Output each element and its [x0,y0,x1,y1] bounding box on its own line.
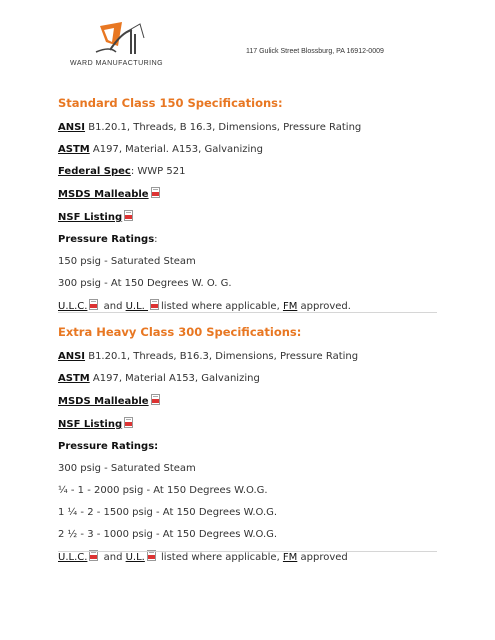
section2-rating-1: 300 psig - Saturated Steam [58,463,196,474]
federal-spec-text: : WWP 521 [130,166,186,177]
logo-text: WARD MANUFACTURING [70,60,164,67]
section1-nsf-line [58,210,458,224]
section1-approvals-line: U.L.C. and U.L. listed where applicable, FM approved. [58,301,351,312]
section-divider [58,551,437,552]
msds-malleable-link[interactable]: MSDS Malleable [58,189,149,200]
ulc-link[interactable]: U.L.C. [58,552,88,563]
astm-text: A197, Material. A153, Galvanizing [89,144,263,155]
ansi-link[interactable]: ANSI [58,351,86,362]
astm-link[interactable]: ASTM [58,373,90,384]
pdf-document-icon[interactable] [89,299,98,310]
section1-ansi-line [58,121,458,134]
fm-link[interactable]: FM [282,301,298,312]
section2-pressure-label: Pressure Ratings: [58,441,159,452]
page-header [0,0,495,80]
section2-approvals-line: U.L.C. and U.L. listed where applicable, FM approved [58,552,348,563]
section2-rating-2: ¼ - 1 - 2000 psig - At 150 Degrees W.O.G. [58,485,268,496]
section-divider [58,312,437,313]
ul-link[interactable]: U.L. [125,552,145,563]
section1-rating-2: 300 psig - At 150 Degrees W. O. G. [58,278,232,289]
pdf-document-icon[interactable] [124,417,133,428]
company-address: 117 Gulick Street Blossburg, PA 16912-0009 [246,48,384,55]
ansi-link[interactable]: ANSI [58,122,86,133]
section2-astm-line [58,372,458,385]
company-logo [70,20,200,70]
msds-malleable-link[interactable]: MSDS Malleable [58,396,149,407]
ansi-text: B1.20.1, Threads, B 16.3, Dimensions, Pressure Rating [85,122,362,133]
pdf-document-icon[interactable] [150,299,159,310]
pdf-document-icon[interactable] [124,210,133,221]
ul-link[interactable]: U.L. [125,301,149,312]
ulc-link[interactable]: U.L.C. [58,301,88,312]
pdf-document-icon[interactable] [151,394,160,405]
section2-nsf-line [58,417,458,431]
spec-content [58,96,458,322]
fm-link[interactable]: FM [282,552,298,563]
astm-link[interactable]: ASTM [58,144,90,155]
section1-astm-line [58,143,458,156]
nsf-listing-link[interactable]: NSF Listing [58,212,123,223]
astm-text: A197, Material A153, Galvanizing [89,373,260,384]
logo-mark-icon [70,20,200,60]
section2-ansi-line [58,350,458,363]
section1-fed-line [58,165,458,178]
federal-spec-link[interactable]: Federal Spec [58,166,131,177]
pdf-document-icon[interactable] [151,187,160,198]
section1-msds-line [58,187,458,201]
ansi-text: B1.20.1, Threads, B16.3, Dimensions, Pressure Rating [85,351,359,362]
spec-content-2 [58,325,458,573]
section2-msds-line [58,394,458,408]
section2-rating-3: 1 ¼ - 2 - 1500 psig - At 150 Degrees W.O.G. [58,507,278,518]
section2-heading: Extra Heavy Class 300 Specifications: [58,325,302,339]
section1-heading: Standard Class 150 Specifications: [58,96,283,110]
section1-rating-1: 150 psig - Saturated Steam [58,256,196,267]
nsf-listing-link[interactable]: NSF Listing [58,419,123,430]
section1-pressure-label: Pressure Ratings: [58,234,158,245]
section2-rating-4: 2 ½ - 3 - 1000 psig - At 150 Degrees W.O.G. [58,529,278,540]
